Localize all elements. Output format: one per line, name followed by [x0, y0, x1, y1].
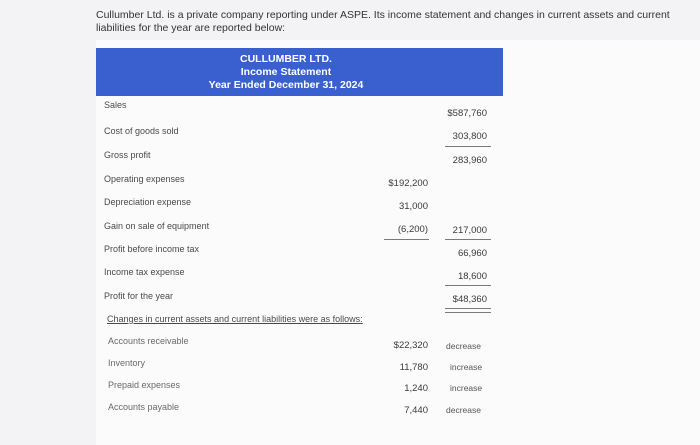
total-expenses-rule — [445, 239, 491, 240]
change-direction-prepaid: increase — [450, 383, 483, 393]
income-tax-label: Income tax expense — [104, 267, 185, 277]
statement-period: Year Ended December 31, 2024 — [208, 79, 364, 91]
gross-profit-value: 283,960 — [452, 155, 487, 166]
depreciation-value: 31,000 — [398, 201, 428, 212]
change-value-ap: 7,440 — [404, 405, 428, 416]
profit-label: Profit for the year — [104, 291, 174, 301]
change-label-inventory: Inventory — [108, 358, 146, 368]
operating-expenses-value: $192,200 — [388, 178, 428, 189]
change-label-ar: Accounts receivable — [108, 336, 189, 346]
cogs-label: Cost of goods sold — [104, 126, 179, 136]
profit-before-tax-value: 66,960 — [457, 248, 487, 259]
income-tax-value: 18,600 — [457, 271, 487, 282]
change-value-prepaid: 1,240 — [404, 383, 428, 394]
change-direction-ap: decrease — [446, 405, 481, 415]
change-label-ap: Accounts payable — [108, 402, 180, 412]
profit-value: $48,360 — [452, 294, 487, 305]
cogs-value: 303,800 — [452, 131, 487, 142]
gain-sale-label: Gain on sale of equipment — [104, 221, 210, 231]
statement-header — [96, 48, 503, 96]
change-direction-inventory: increase — [450, 362, 483, 372]
sales-label: Sales — [104, 100, 127, 110]
statement-title: Income Statement — [240, 66, 332, 78]
gain-sale-value: (6,200) — [397, 224, 428, 235]
cogs-rule — [445, 146, 491, 147]
change-value-inventory: 11,780 — [399, 362, 428, 373]
profit-double-rule — [445, 308, 491, 313]
gross-profit-label: Gross profit — [104, 150, 151, 160]
company-name: CULLUMBER LTD. — [240, 53, 332, 65]
sales-value: $587,760 — [447, 108, 487, 119]
depreciation-label: Depreciation expense — [104, 197, 192, 207]
changes-heading: Changes in current assets and current liabilities were as follows: — [107, 314, 363, 324]
profit-before-tax-label: Profit before income tax — [104, 244, 200, 254]
total-expenses-value: 217,000 — [452, 225, 487, 236]
intro-text: Cullumber Ltd. is a private company reporting under ASPE. Its income statement and changes in current assets and current liabilities for the year are reported below: — [96, 9, 670, 34]
change-direction-ar: decrease — [446, 341, 481, 351]
expenses-rule — [384, 239, 429, 240]
operating-expenses-label: Operating expenses — [104, 174, 185, 184]
change-value-ar: $22,320 — [393, 340, 428, 351]
change-label-prepaid: Prepaid expenses — [108, 380, 181, 390]
income-tax-rule — [445, 285, 491, 286]
